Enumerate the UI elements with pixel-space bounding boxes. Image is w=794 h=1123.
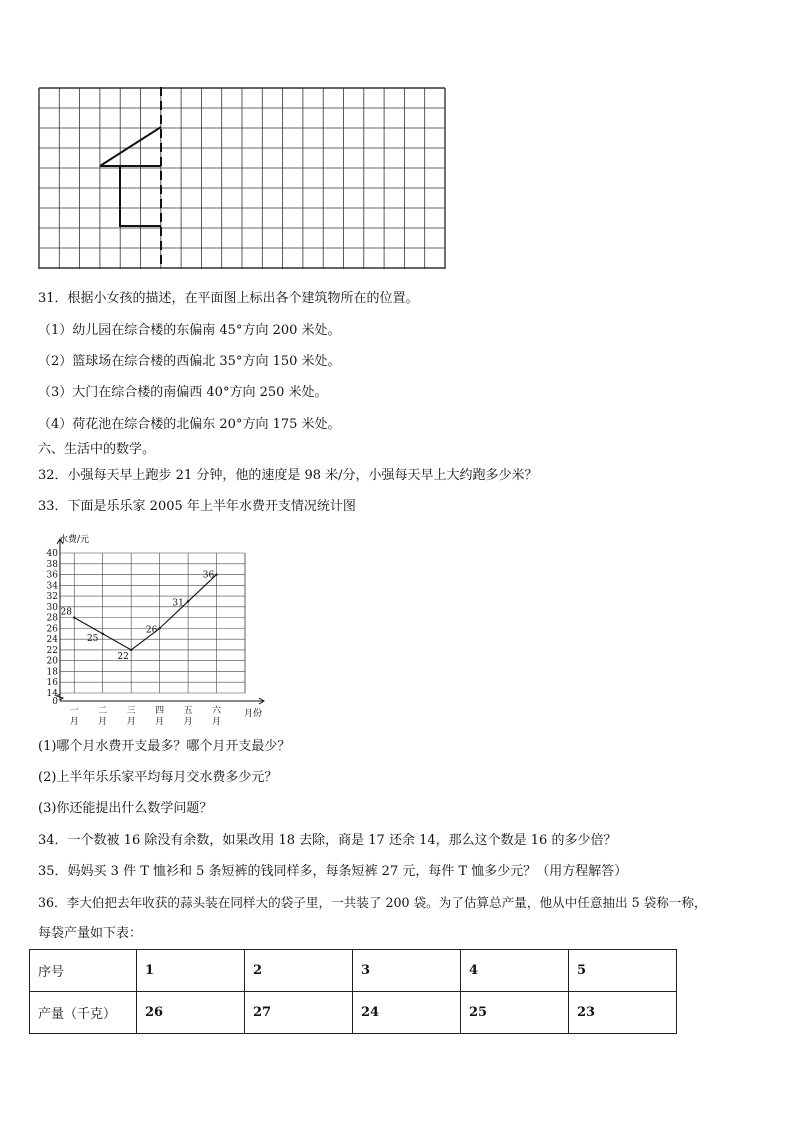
chart-y-tick-label: 0 — [52, 697, 58, 707]
chart-x-tick-label: 月 — [183, 717, 193, 726]
table-cell: 23 — [569, 992, 677, 1034]
chart-y-tick-label: 24 — [46, 635, 58, 646]
chart-y-tick-label: 34 — [46, 581, 58, 592]
chart-x-tick-label: 二 — [98, 706, 108, 716]
chart-data-label: 31 — [172, 598, 184, 609]
chart-point — [73, 616, 75, 618]
q32-text: 32．小强每天早上跑步 21 分钟，他的速度是 98 米/分，小强每天早上大约跑多少米？ — [38, 468, 538, 483]
q31-item-4: （4）荷花池在综合楼的北偏东 20°方向 175 米处。 — [38, 417, 341, 432]
chart-data-label: 36 — [202, 570, 215, 581]
chart-y-ticks — [47, 549, 59, 707]
chart-data-label: 28 — [60, 607, 72, 618]
chart-x-tick-label: 四 — [155, 706, 165, 716]
chart-y-tick-label: 14 — [46, 689, 58, 699]
chart-x-ticks — [70, 705, 222, 726]
shape-slant-line — [100, 127, 161, 166]
chart-y-tick-label: 26 — [46, 624, 58, 635]
chart-y-tick-label: 40 — [46, 549, 58, 559]
table-cell: 1 — [137, 950, 245, 992]
chart-x-tick-label: 三 — [126, 706, 136, 716]
q36-line-2: 每袋产量如下表： — [38, 926, 143, 941]
chart-y-tick-label: 28 — [46, 613, 58, 624]
chart-x-tick-label: 月 — [212, 717, 222, 726]
chart-x-tick-label: 五 — [183, 706, 193, 716]
yield-table — [29, 949, 677, 1034]
q33-sub-3: (3)你还能提出什么数学问题？ — [38, 801, 213, 816]
chart-y-tick-label: 38 — [46, 559, 58, 570]
table-cell: 3 — [353, 950, 461, 992]
grid-shape — [100, 87, 161, 269]
q35-text: 35．妈妈买 3 件 T 恤衫和 5 条短裤的钱同样多，每条短裤 27 元，每件 T 恤多少元？（用方程解答） — [38, 864, 628, 879]
chart-x-tick-label: 六 — [212, 706, 222, 716]
q33-sub-2: (2)上半年乐乐家平均每月交水费多少元？ — [38, 770, 278, 785]
table-cell: 27 — [245, 992, 353, 1034]
q31-item-2: （2）篮球场在综合楼的西偏北 35°方向 150 米处。 — [38, 354, 341, 369]
q34-text: 34．一个数被 16 除没有余数，如果改用 18 去除，商是 17 还余 14，那么这个数是 16 的多少倍？ — [38, 833, 617, 848]
q33-sub-1: (1)哪个月水费开支最多？哪个月开支最少？ — [38, 739, 291, 754]
chart-point — [158, 627, 160, 629]
chart-y-tick-label: 32 — [46, 592, 58, 603]
table-cell: 24 — [353, 992, 461, 1034]
chart-x-tick-label: 月 — [155, 717, 165, 726]
table-cell: 26 — [137, 992, 245, 1034]
water-bill-chart — [38, 530, 278, 726]
q31-title: 31．根据小女孩的描述，在平面图上标出各个建筑物所在的位置。 — [38, 291, 419, 306]
chart-y-tick-label: 18 — [46, 667, 58, 678]
grid-lines — [39, 88, 445, 269]
section-6-heading: 六、生活中的数学。 — [38, 442, 156, 457]
chart-data-label: 22 — [117, 651, 129, 662]
q36-line-1: 36．李大伯把去年收获的蒜头装在同样大的袋子里，一共装了 200 袋。为了估算总产量，他从中任意抽出 5 袋称一称， — [38, 895, 707, 910]
table-cell: 5 — [569, 950, 677, 992]
table-row — [30, 992, 677, 1034]
chart-x-tick-label: 月 — [98, 717, 108, 726]
grid-figure — [38, 87, 448, 271]
chart-x-tick-label: 月 — [69, 717, 79, 726]
table-row — [30, 950, 677, 992]
chart-y-tick-label: 22 — [46, 645, 58, 656]
chart-point — [187, 600, 189, 602]
chart-point — [101, 633, 103, 635]
chart-point — [215, 573, 217, 575]
chart-y-tick-label: 20 — [46, 656, 58, 667]
chart-x-tick-label: 一 — [69, 706, 79, 716]
q33-title: 33．下面是乐乐家 2005 年上半年水费开支情况统计图 — [38, 499, 356, 514]
chart-data-labels — [61, 571, 215, 662]
table-cell: 25 — [461, 992, 569, 1034]
chart-x-tick-label: 月 — [126, 717, 136, 726]
table-cell: 2 — [245, 950, 353, 992]
chart-y-tick-label: 36 — [46, 570, 58, 581]
chart-y-label: 水费/元 — [59, 535, 90, 545]
row-header-yield: 产量（千克） — [30, 992, 137, 1034]
chart-y-tick-label: 16 — [46, 678, 58, 689]
chart-data-label: 26 — [145, 625, 158, 636]
row-header-id: 序号 — [30, 950, 137, 992]
chart-data-label: 25 — [86, 633, 99, 644]
q31-item-1: （1）幼儿园在综合楼的东偏南 45°方向 200 米处。 — [38, 323, 341, 338]
chart-x-label: 月份 — [244, 709, 263, 719]
table-cell: 4 — [461, 950, 569, 992]
chart-y-tick-label: 30 — [46, 602, 58, 613]
chart-point — [130, 649, 132, 651]
q31-item-3: （3）大门在综合楼的南偏西 40°方向 250 米处。 — [38, 385, 328, 400]
